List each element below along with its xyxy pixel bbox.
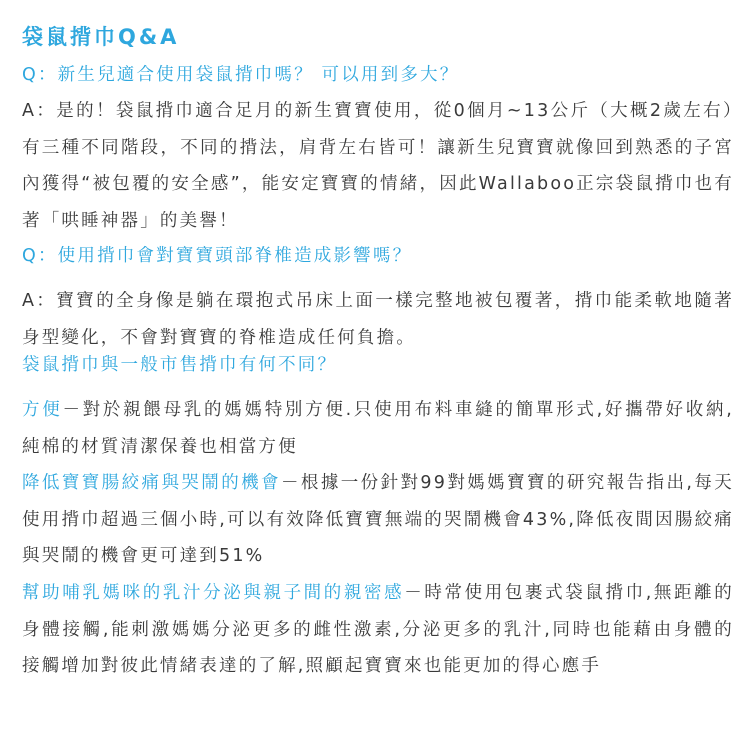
- question-newborn: Q：新生兒適合使用袋鼠揹巾嗎？ 可以用到多大？: [22, 65, 460, 85]
- point-bonding-text: －時常使用包裹式袋鼠揹巾,無距離的身體接觸,能刺激媽媽分泌更多的雌性激素,分泌更多的乳汁,同時也能藉由身體的接觸增加對彼此情緒表達的了解,照顧起寶寶來也能更加的得心應手: [22, 583, 734, 676]
- point-colic-text: －根據一份針對99對媽媽寶寶的研究報告指出,每天使用揹巾超過三個小時,可以有效降低寶寶無端的哭鬧機會43%,降低夜間因腸絞痛與哭鬧的機會更可達到51%: [22, 473, 734, 566]
- question-spine: Q：使用揹巾會對寶寶頭部脊椎造成影響嗎？: [22, 246, 413, 266]
- question-difference: 袋鼠揹巾與一般市售揹巾有何不同？: [22, 355, 338, 375]
- point-convenience: [22, 392, 734, 465]
- page-title: 袋鼠揹巾Q&A: [22, 25, 180, 49]
- point-colic-label: 降低寶寶腸絞痛與哭鬧的機會: [22, 473, 281, 493]
- point-convenience-text: －對於親餵母乳的媽媽特別方便.只使用布料車縫的簡單形式,好攜帶好收納,純棉的材質清潔保養也相當方便: [22, 400, 734, 457]
- point-colic: [22, 465, 734, 575]
- point-bonding-label: 幫助哺乳媽咪的乳汁分泌與親子間的親密感: [22, 583, 405, 603]
- answer-newborn: A：是的！袋鼠揹巾適合足月的新生寶寶使用，從0個月~13公斤（大概2歲左右）有三種不同階段，不同的揹法，肩背左右皆可！讓新生兒寶寶就像回到熟悉的子宮內獲得“被包覆的安全感”，能安定寶寶的情緒，因此Wallaboo正宗袋鼠揹巾也有著「哄睡神器」的美譽！: [22, 101, 734, 231]
- point-bonding: [22, 575, 734, 685]
- point-convenience-label: 方便: [22, 400, 63, 420]
- answer-spine: A：寶寶的全身像是躺在環抱式吊床上面一樣完整地被包覆著，揹巾能柔軟地隨著身型變化，不會對寶寶的脊椎造成任何負擔。: [22, 291, 734, 348]
